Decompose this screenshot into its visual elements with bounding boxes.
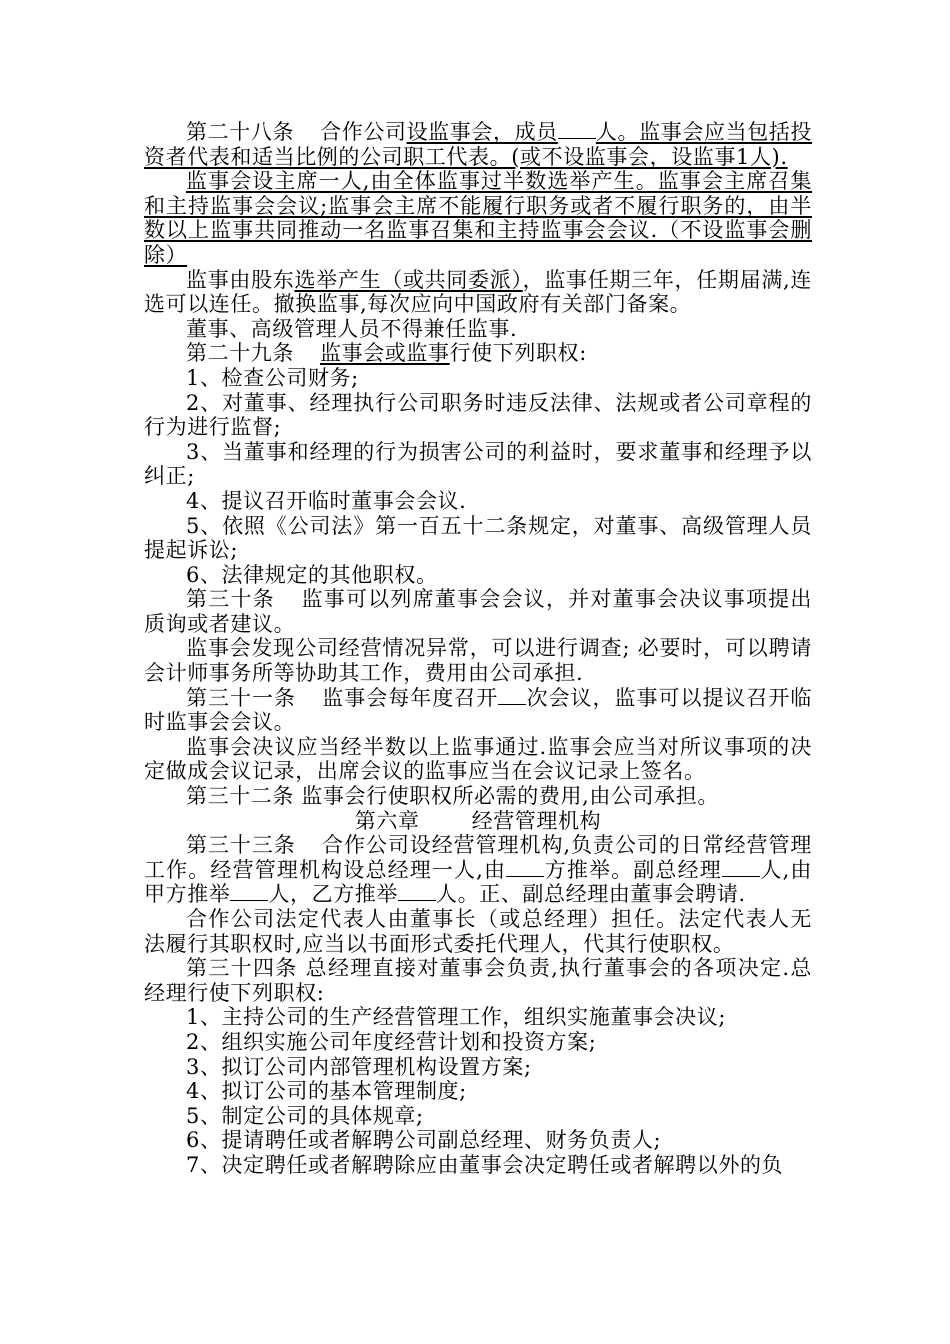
article-32 [144, 784, 812, 809]
blank-field [498, 686, 526, 705]
paragraph-no-dual-role: 董事、高级管理人员不得兼任监事. [186, 316, 518, 341]
list-item: 3、拟订公司内部管理机构设置方案; [186, 1054, 532, 1079]
list-item: 6、提请聘任或者解聘公司副总经理、财务负责人; [186, 1128, 662, 1153]
article-33-text-e: 人。正、副总经理由董事会聘请. [436, 882, 746, 907]
chapter-title: 经营管理机构 [471, 808, 602, 833]
article-32-number: 第三十二条 [186, 784, 294, 809]
list-item: 4、拟订公司的基本管理制度; [186, 1079, 467, 1104]
article-30-text: 监事可以列席董事会会议，并对董事会决议事项提出质询或者建议。 [144, 587, 812, 636]
article-28-text-b: 设监事会，成员 [406, 120, 558, 144]
article-31-text-b: 次会议，监事可以提议召开临时监事会会议。 [144, 685, 812, 735]
chapter-number: 第六章 [354, 808, 420, 833]
article-28 [144, 120, 812, 169]
article-33 [144, 833, 812, 907]
article-34 [144, 956, 812, 1005]
article-33-text-c: 人,由甲方推举 [144, 857, 812, 907]
election-text-a: 监事由股东 [186, 267, 295, 292]
article-33-text-a: 合作公司设经营管理机构,负责公司的日常经营管理工作。经营管理机构设总经理一人,由 [144, 833, 812, 882]
list-item: 2、对董事、经理执行公司职务时违反法律、法规或者公司章程的行为进行监督; [144, 390, 812, 440]
article-31 [144, 686, 812, 735]
blank-field [398, 882, 436, 901]
blank-field [558, 120, 596, 139]
blank-field [506, 858, 544, 877]
paragraph-legal-representative: 合作公司法定代表人由董事长（或总经理）担任。法定代表人无法履行其职权时,应当以书面形式委托代理人，代其行使职权。 [144, 907, 812, 956]
article-34-number: 第三十四条 [186, 956, 298, 981]
list-item: 6、法律规定的其他职权。 [186, 562, 438, 587]
list-item: 5、依照《公司法》第一百五十二条规定，对董事、高级管理人员提起诉讼; [144, 513, 812, 563]
paragraph-supervisor-election [144, 268, 812, 317]
article-29 [144, 341, 812, 366]
list-item: 2、组织实施公司年度经营计划和投资方案; [186, 1029, 597, 1054]
blank-field [230, 882, 268, 901]
chapter-heading [144, 809, 812, 834]
document-page [144, 120, 812, 1178]
list-item: 5、制定公司的具体规章; [186, 1103, 424, 1128]
article-30-number: 第三十条 [186, 587, 275, 612]
list-item: 3、当董事和经理的行为损害公司的利益时，要求董事和经理予以纠正; [144, 439, 812, 489]
article-33-text-b: 方推举。副总经理 [544, 857, 722, 882]
article-28-text-a: 合作公司 [320, 120, 407, 144]
list-item: 1、检查公司财务; [186, 365, 359, 390]
election-text-c: ，监事任期三年，任期届满,连选可以连任。撤换监事,每次应向中国政府有关部门备案。 [144, 267, 812, 317]
article-29-number: 第二十九条 [186, 341, 294, 366]
list-item: 1、主持公司的生产经营管理工作，组织实施董事会决议; [186, 1005, 727, 1030]
list-item: 4、提议召开临时董事会会议. [186, 488, 467, 513]
list-item: 7、决定聘任或者解聘除应由董事会决定聘任或者解聘以外的负 [186, 1152, 784, 1177]
article-34-text: 总经理直接对董事会负责,执行董事会的各项决定.总经理行使下列职权: [144, 956, 813, 1005]
election-text-underlined: 选举产生（或共同委派） [294, 267, 523, 292]
blank-field [722, 858, 760, 877]
article-29-underlined: 监事会或监事 [320, 341, 450, 366]
article-28-number: 第二十八条 [186, 120, 295, 144]
article-32-text: 监事会行使职权所必需的费用,由公司承担。 [301, 784, 719, 809]
paragraph-supervisory-chair: 监事会设主席一人,由全体监事过半数选举产生。监事会主席召集和主持监事会会议;监事会主席不能履行职务或者不履行职务的，由半数以上监事共同推动一名监事召集和主持监事会会议.（不设监事会删除） [144, 169, 812, 267]
article-33-text-d: 人，乙方推举 [268, 882, 399, 907]
article-31-number: 第三十一条 [186, 685, 296, 710]
paragraph-resolution: 监事会决议应当经半数以上监事通过.监事会应当对所议事项的决定做成会议记录，出席会议的监事应当在会议记录上签名。 [144, 734, 812, 784]
article-31-text-a: 监事会每年度召开 [321, 685, 499, 710]
article-30 [144, 587, 812, 636]
article-33-number: 第三十三条 [186, 833, 296, 858]
paragraph-investigation: 监事会发现公司经营情况异常，可以进行调查; 必要时，可以聘请会计师事务所等协助其工作，费用由公司承担. [144, 636, 812, 686]
article-28-text-c: 人。监事会应当包括投资者代表和适当比例的公司职工代表。(或不设监事会，设监事1人). [144, 120, 813, 169]
article-29-text-b: 行使下列职权: [449, 341, 587, 366]
